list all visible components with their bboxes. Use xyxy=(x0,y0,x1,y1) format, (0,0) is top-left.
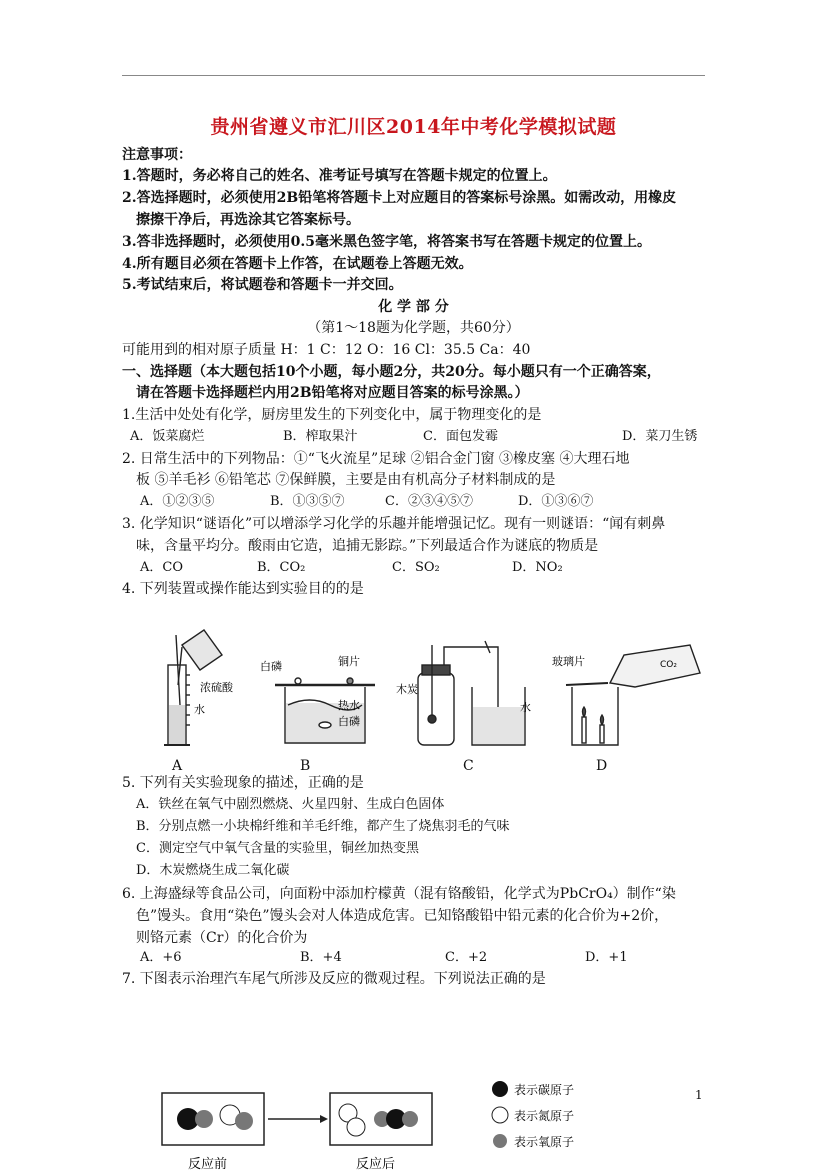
oxygen-atom xyxy=(235,1112,253,1130)
fig-b-copper-label: 铜片 xyxy=(338,655,360,668)
legend-oxygen-icon xyxy=(493,1134,507,1148)
nitrogen-atom xyxy=(347,1118,365,1136)
oxygen-atom xyxy=(402,1111,418,1127)
q7-stem: 7. 下图表示治理汽车尾气所涉及反应的微观过程。下列说法正确的是 xyxy=(122,971,546,987)
figure-c xyxy=(418,641,525,745)
q1-option-a: A．饭菜腐烂 xyxy=(130,429,205,444)
fig-d-glass-label: 玻璃片 xyxy=(552,655,585,668)
notice-item: 3.答非选择题时，必须使用0.5毫米黑色签字笔，将答案书写在答题卡规定的位置上。 xyxy=(122,234,651,250)
q6-option-c: C．+2 xyxy=(445,950,488,965)
q3-option-d: D．NO₂ xyxy=(512,560,563,575)
legend-carbon: 表示碳原子 xyxy=(514,1083,575,1097)
fig-label-a: A xyxy=(172,758,183,774)
q4-stem: 4. 下列装置或操作能达到实验目的的是 xyxy=(122,581,364,597)
fig-a-acid-label: 浓硫酸 xyxy=(200,681,233,694)
page-title: 贵州省遵义市汇川区2014年中考化学模拟试题 xyxy=(210,116,617,138)
atomic-mass: 可能用到的相对原子质量 H：1 C：12 O：16 Cl：35.5 Ca：40 xyxy=(122,342,531,358)
notice-item: 5.考试结束后，将试题卷和答题卡一并交回。 xyxy=(122,277,403,293)
fig-a-water-label: 水 xyxy=(194,703,205,716)
q2-option-c: C．②③④⑤⑦ xyxy=(385,494,473,509)
q5-option-c: C．测定空气中氧气含量的实验里，铜丝加热变黑 xyxy=(136,841,419,856)
q6-option-a: A．+6 xyxy=(140,950,182,965)
q3-stem: 3. 化学知识“谜语化”可以增添学习化学的乐趣并能增强记忆。现有一则谜语：“闻有刺鼻 xyxy=(122,516,666,532)
legend-carbon-icon xyxy=(492,1081,508,1097)
notice-item: 4.所有题目必须在答题卡上作答，在试题卷上答题无效。 xyxy=(122,256,473,272)
fig-b-whitep-label: 白磷 xyxy=(260,660,282,673)
part1-heading: 一、选择题（本大题包括10个小题，每小题2分，共20分。每小题只有一个正确答案， xyxy=(122,364,661,380)
q6-stem: 6. 上海盛绿等食品公司，向面粉中添加柠檬黄（混有铬酸铅，化学式为PbCrO₄）制作“染 xyxy=(122,886,676,902)
q6-stem-cont: 色”馒头。食用“染色”馒头会对人体造成危害。已知铬酸铅中铅元素的化合价为+2价， xyxy=(136,908,669,924)
legend-nitrogen: 表示氮原子 xyxy=(514,1109,575,1123)
fig-b-hotwater-label: 热水 xyxy=(338,699,360,712)
notice-item: 1.答题时，务必将自己的姓名、准考证号填写在答题卡规定的位置上。 xyxy=(122,168,557,184)
q1-stem: 1.生活中处处有化学，厨房里发生的下列变化中，属于物理变化的是 xyxy=(122,407,542,423)
header-rule xyxy=(122,75,705,76)
q6-option-d: D．+1 xyxy=(585,950,628,965)
q6-option-b: B．+4 xyxy=(300,950,342,965)
page-number: 1 xyxy=(695,1088,703,1102)
q3-option-b: B．CO₂ xyxy=(257,560,306,575)
legend-oxygen: 表示氧原子 xyxy=(514,1135,575,1149)
fig-label-b: B xyxy=(300,758,311,774)
q3-stem-cont: 味，含量平均分。酸雨由它造，追捕无影踪。”下列最适合作为谜底的物质是 xyxy=(136,538,599,554)
q2-option-d: D．①③⑥⑦ xyxy=(518,494,594,509)
fig-label-d: D xyxy=(596,758,608,774)
notice-item: 2.答选择题时，必须使用2B铅笔将答题卡上对应题目的答案标号涂黑。如需改动，用橡皮 xyxy=(122,190,677,206)
q2-option-a: A．①②③⑤ xyxy=(140,494,215,509)
fig-c-charcoal-label: 木炭 xyxy=(396,683,418,696)
q1-option-b: B．榨取果汁 xyxy=(283,429,358,444)
q5-option-a: A．铁丝在氧气中剧烈燃烧、火星四射、生成白色固体 xyxy=(136,797,445,812)
fig-d-gas-label: CO₂ xyxy=(660,660,677,670)
before-label: 反应前 xyxy=(188,1157,228,1170)
section-title: 化 学 部 分 xyxy=(378,299,449,315)
legend-nitrogen-icon xyxy=(492,1107,508,1123)
q6-stem-cont2: 则铬元素（Cr）的化合价为 xyxy=(136,930,308,946)
q1-option-d: D．菜刀生锈 xyxy=(622,429,698,444)
section-subtitle: （第1～18题为化学题，共60分） xyxy=(307,320,520,336)
q2-option-b: B．①③⑤⑦ xyxy=(270,494,345,509)
notice-heading: 注意事项： xyxy=(122,147,192,163)
q3-option-a: A．CO xyxy=(140,560,183,575)
q4-figures xyxy=(160,625,705,750)
part1-heading-cont: 请在答题卡选择题栏内用2B铅笔将对应题目答案的标号涂黑。） xyxy=(136,385,529,401)
q2-stem: 2. 日常生活中的下列物品：①“飞火流星”足球 ②铝合金门窗 ③橡皮塞 ④大理石地 xyxy=(122,451,630,467)
q2-stem-cont: 板 ⑤羊毛衫 ⑥铅笔芯 ⑦保鲜膜，主要是由有机高分子材料制成的是 xyxy=(136,472,556,488)
fig-c-water-label: 水 xyxy=(520,701,531,714)
oxygen-atom xyxy=(195,1110,213,1128)
q5-stem: 5. 下列有关实验现象的描述，正确的是 xyxy=(122,775,364,791)
notice-item: 擦擦干净后，再选涂其它答案标号。 xyxy=(136,212,360,228)
figure-d xyxy=(566,645,700,745)
after-label: 反应后 xyxy=(356,1157,396,1170)
fig-label-c: C xyxy=(463,758,474,774)
fig-b-whitep2-label: 白磷 xyxy=(338,715,360,728)
q1-option-c: C．面包发霉 xyxy=(423,429,498,444)
q3-option-c: C．SO₂ xyxy=(392,560,440,575)
q5-option-b: B．分别点燃一小块棉纤维和羊毛纤维，都产生了烧焦羽毛的气味 xyxy=(136,819,510,834)
q7-figure xyxy=(160,1075,600,1170)
q5-option-d: D．木炭燃烧生成二氧化碳 xyxy=(136,863,290,878)
figure-b xyxy=(275,678,375,743)
